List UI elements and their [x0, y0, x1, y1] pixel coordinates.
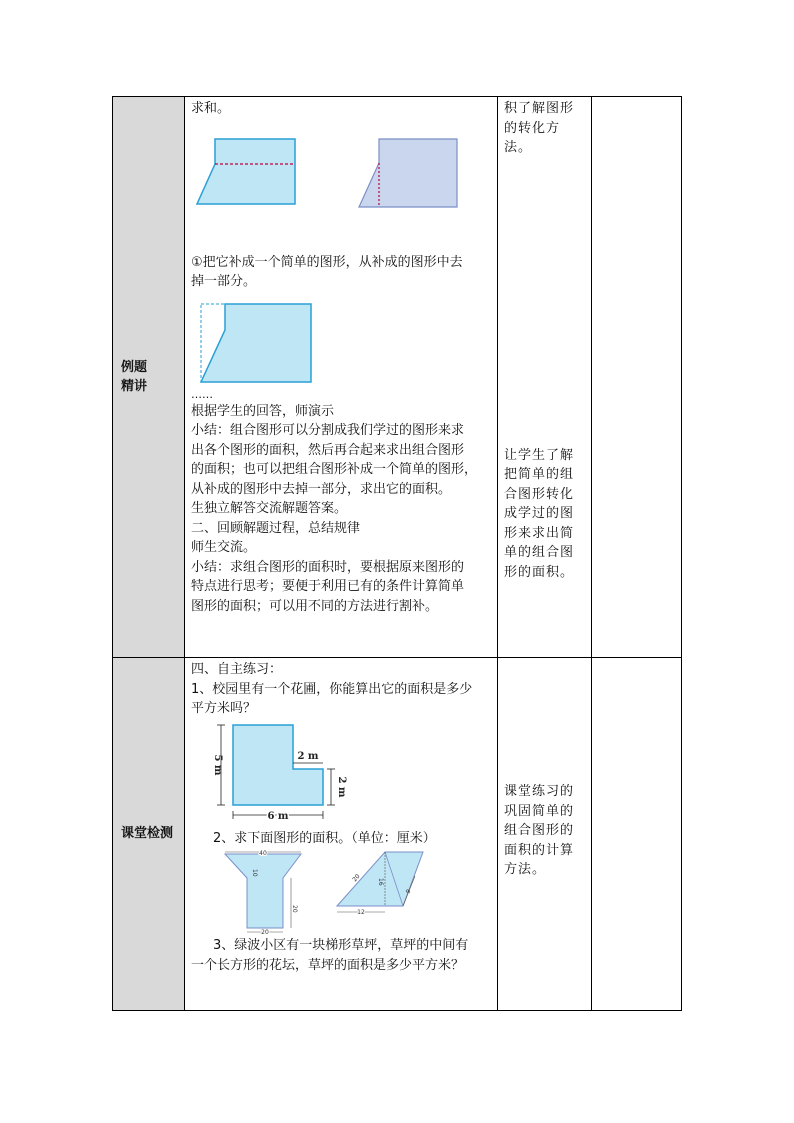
check-content: [185, 658, 498, 1011]
check-empty-cell: [592, 658, 682, 1011]
label-line-2: 精讲: [121, 379, 148, 394]
paragraph-line: 二、回顾解题过程，总结规律: [191, 520, 361, 536]
note-line: 方法。: [504, 862, 547, 877]
fig-a-shape: [225, 854, 301, 928]
question-2-figures: [191, 848, 491, 936]
section-label-check: [113, 658, 185, 1011]
question-1-figure: [191, 719, 491, 829]
note-line: 积了解图形: [504, 101, 575, 116]
trapezoid-split-figures: [191, 119, 491, 229]
note-line: 合图形转化: [504, 486, 575, 502]
section-label-example: [113, 97, 185, 658]
note-line: 的转化方法。: [504, 120, 561, 155]
example-empty-cell: [592, 97, 682, 658]
note-line: 成学过的图: [504, 506, 575, 521]
step1-line-2: 掉一部分。: [191, 274, 257, 289]
fig-a-inner-label: 10: [251, 869, 258, 877]
dim-right-label: 2 m: [336, 775, 347, 798]
paragraph-line: 小结：求组合图形的面积时，要根据原来图形的: [191, 559, 465, 575]
note-line: 单的组合图: [504, 545, 575, 560]
question-3-line-1: 3、绿波小区有一块梯形草坪，草坪的中间有: [213, 938, 469, 953]
l-shape: [233, 725, 323, 805]
paragraph-line: 根据学生的回答，师演示: [191, 403, 335, 419]
note-line: 组合图形的: [504, 823, 575, 838]
figure-left-shape: [197, 139, 295, 204]
note-line: 形的面积。: [504, 564, 575, 580]
intro-text: 求和。: [191, 101, 231, 116]
note-line: 巩固简单的: [504, 803, 575, 819]
fig-a-top-label: 40: [259, 850, 267, 857]
dim-bottom-label: 6 m: [267, 810, 289, 822]
question-2: 2、求下面图形的面积。（单位：厘米）: [213, 830, 436, 846]
ellipsis: ……: [191, 387, 213, 401]
paragraph-line: 出各个图形的面积，然后再合起来求出组合图形: [191, 442, 465, 458]
row-example: [113, 97, 682, 658]
paragraph-line: 图形的面积；可以用不同的方法进行割补。: [191, 598, 439, 614]
fig-a-bottom-label: 20: [261, 929, 269, 936]
label-line-1: 例题: [121, 359, 148, 375]
question-3-line-2: 一个长方形的花坛，草坪的面积是多少平方米？: [191, 957, 465, 973]
note-line: 把简单的组: [504, 467, 575, 482]
row-check: [113, 658, 682, 1011]
paragraph-line: 小结：组合图形可以分割成我们学过的图形来求: [191, 423, 465, 438]
example-content: [185, 97, 498, 658]
fig-a-right-label: 20: [291, 905, 298, 913]
dim-left-label: 5 m: [212, 753, 223, 776]
paragraph-line: 生独立解答交流解题答案。: [191, 501, 348, 516]
question-1-line-1: 1、校园里有一个花圃，你能算出它的面积是多少: [191, 681, 473, 697]
dim-top-right-label: 2 m: [297, 750, 319, 762]
paragraph-line: 从补成的图形中去掉一部分，求出它的面积。: [191, 481, 452, 497]
fig-b-base-label: 12: [357, 909, 365, 916]
fig-b-height-label: 16: [377, 878, 384, 886]
label-check-text: 课堂检测: [121, 826, 174, 842]
complement-shape: [201, 304, 311, 382]
paragraph-line: 特点进行思考；要便于利用已有的条件计算简单: [191, 579, 465, 594]
question-1-line-2: 平方米吗？: [191, 701, 257, 716]
note-line: 面积的计算: [504, 842, 575, 858]
figure-right-shape: [359, 139, 457, 207]
check-design-notes: [498, 658, 592, 1011]
note-line: 课堂练习的: [504, 784, 575, 799]
note-line: 让学生了解: [504, 447, 575, 463]
fig-b-slant-label: 20: [351, 872, 362, 884]
step1-line-1: ①把它补成一个简单的图形，从补成的图形中去: [191, 254, 463, 270]
paragraph-line: 师生交流。: [191, 540, 257, 555]
lesson-plan-table: [112, 96, 682, 1011]
practice-heading: 四、自主练习：: [191, 662, 283, 677]
fig-b-side-label: 9: [404, 888, 413, 895]
example-design-notes: [498, 97, 592, 658]
note-line: 形来求出简: [504, 525, 575, 541]
complement-figure: [191, 292, 491, 388]
paragraph-line: 的面积；也可以把组合图形补成一个简单的图形，: [191, 462, 478, 477]
